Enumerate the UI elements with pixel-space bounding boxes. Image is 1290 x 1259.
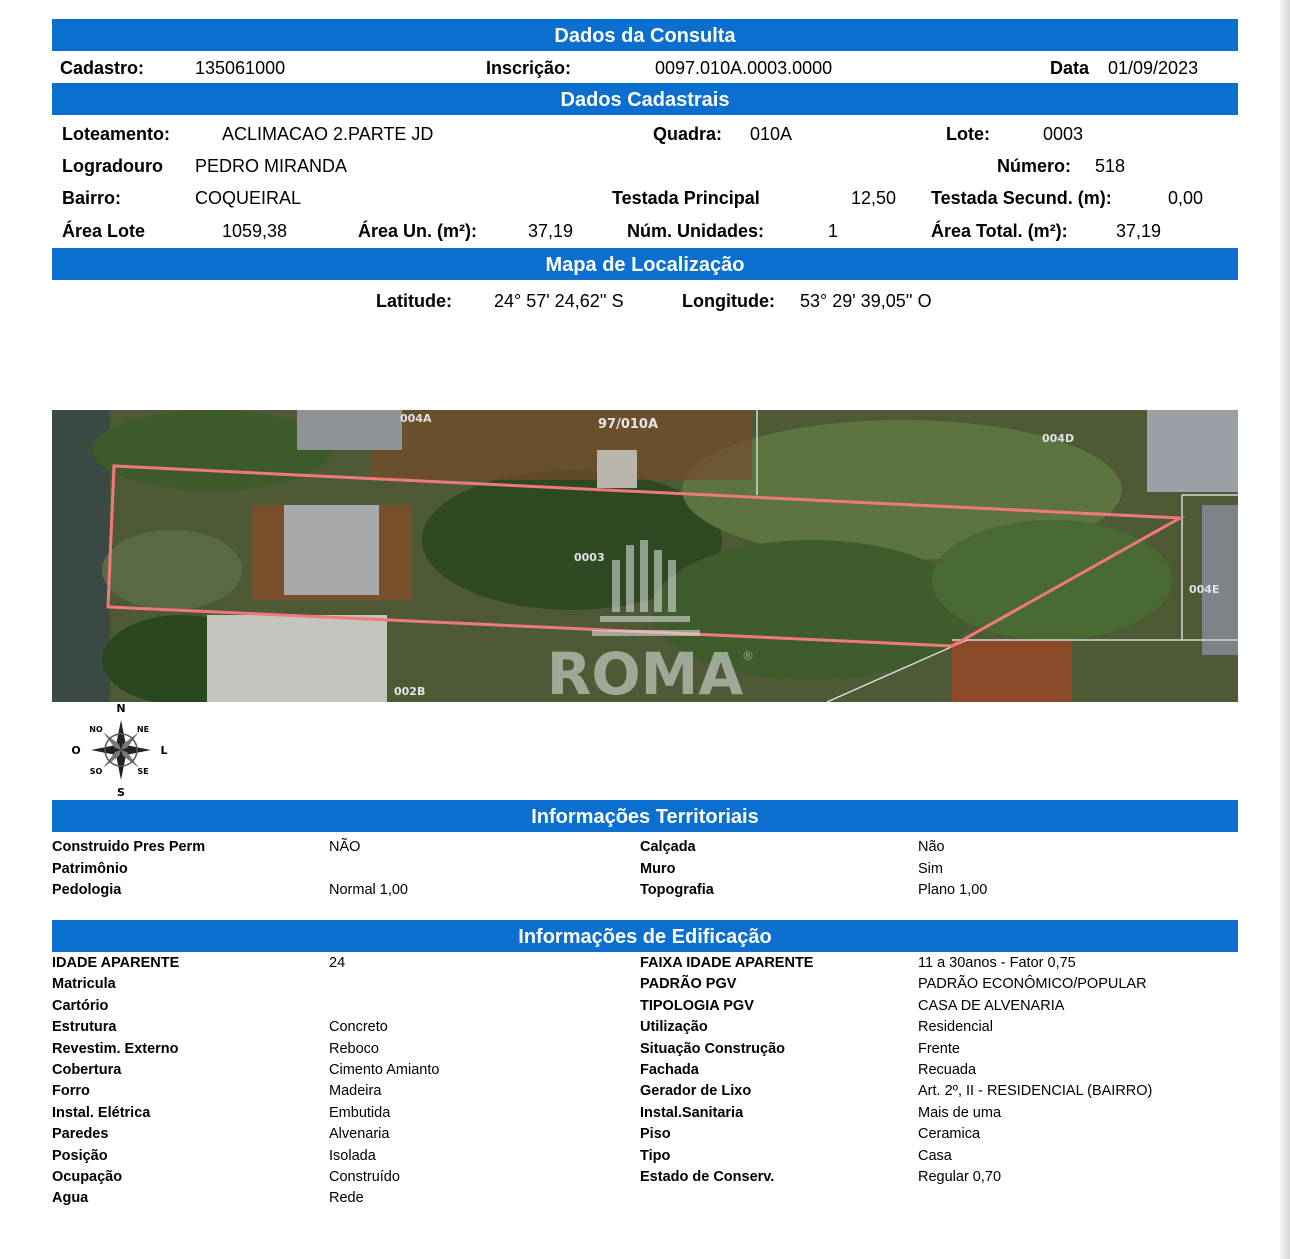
cadastro-value: 135061000 (195, 58, 286, 78)
section-header-mapa: Mapa de Localização (52, 248, 1238, 280)
latitude-value: 24° 57' 24,62'' S (494, 291, 624, 311)
table-row: Posição Isolada Tipo Casa (52, 1147, 952, 1164)
table-row: Revestim. Externo Reboco Situação Construção Frente (52, 1040, 960, 1057)
numero-label: Número: (997, 156, 1072, 176)
area-lote-label: Área Lote (62, 221, 146, 241)
bairro-label: Bairro: (62, 188, 122, 208)
longitude-label: Longitude: (682, 291, 775, 311)
svg-text:SE: SE (137, 767, 149, 776)
area-total-label: Área Total. (m²): (931, 221, 1068, 241)
page-edge (1280, 0, 1290, 1259)
table-row: Forro Madeira Gerador de Lixo Art. 2º, II - RESIDENCIAL (BAIRRO) (52, 1083, 1153, 1100)
aerial-map (52, 410, 1238, 702)
testada-principal-value: 12,50 (851, 188, 897, 208)
data-value: 01/09/2023 (1108, 58, 1199, 78)
table-row: Agua Rede (52, 1190, 364, 1207)
svg-text:L: L (160, 744, 168, 757)
longitude-value: 53° 29' 39,05'' O (800, 291, 932, 311)
table-row: Paredes Alvenaria Piso Ceramica (52, 1126, 981, 1143)
table-row: Cobertura Cimento Amianto Fachada Recuada (52, 1062, 977, 1078)
area-lote-value: 1059,38 (222, 221, 288, 241)
svg-text:O: O (71, 744, 81, 757)
parcel-label-004d: 004D (1042, 432, 1075, 445)
loteamento-label: Loteamento: (62, 124, 170, 144)
numero-value: 518 (1095, 156, 1126, 176)
parcel-label-004a: 004A (400, 412, 432, 425)
table-row: Patrimônio Muro Sim (52, 860, 943, 877)
table-row: Estrutura Concreto Utilização Residencial (52, 1019, 993, 1036)
svg-text:S: S (117, 786, 125, 798)
loteamento-value: ACLIMACAO 2.PARTE JD (222, 124, 434, 144)
table-row: IDADE APARENTE 24 FAIXA IDADE APARENTE 11 a 30anos - Fator 0,75 (52, 955, 1076, 971)
cadastro-label: Cadastro: (60, 58, 145, 78)
bairro-value: COQUEIRAL (195, 188, 302, 208)
quadra-label: Quadra: (653, 124, 723, 144)
num-unidades-value: 1 (828, 221, 839, 241)
svg-text:NO: NO (89, 725, 103, 734)
table-row: Cartório TIPOLOGIA PGV CASA DE ALVENARIA (52, 997, 1065, 1014)
table-row: Construido Pres Perm NÃO Calçada Não (52, 839, 945, 855)
table-row: Matricula PADRÃO PGV PADRÃO ECONÔMICO/POPULAR (52, 976, 1147, 993)
lote-label: Lote: (946, 124, 990, 144)
testada-principal-label: Testada Principal (612, 188, 760, 208)
parcel-label-004e: 004E (1189, 583, 1220, 596)
testada-secund-value: 0,00 (1168, 188, 1204, 208)
logradouro-value: PEDRO MIRANDA (195, 156, 348, 176)
area-un-value: 37,19 (528, 221, 574, 241)
svg-text:ROMA: ROMA (546, 640, 744, 702)
svg-text:SO: SO (89, 767, 103, 776)
svg-text:®: ® (742, 649, 754, 663)
quadra-value: 010A (750, 124, 793, 144)
testada-secund-label: Testada Secund. (m): (931, 188, 1112, 208)
data-label: Data (1050, 58, 1090, 78)
section-header-territoriais: Informações Territoriais (52, 800, 1238, 832)
area-total-value: 37,19 (1116, 221, 1162, 241)
section-header-cadastrais: Dados Cadastrais (52, 83, 1238, 115)
parcel-label-0003: 0003 (574, 551, 605, 564)
table-row: Instal. Elétrica Embutida Instal.Sanitaria Mais de uma (52, 1104, 1002, 1121)
parcel-label-97-010a: 97/010A (598, 417, 659, 432)
latitude-label: Latitude: (376, 291, 452, 311)
table-row: Pedologia Normal 1,00 Topografia Plano 1,00 (52, 882, 988, 898)
inscricao-value: 0097.010A.0003.0000 (655, 58, 833, 78)
table-row: Ocupação Construído Estado de Conserv. Regular 0,70 (52, 1169, 1002, 1185)
svg-text:N: N (116, 702, 126, 715)
area-un-label: Área Un. (m²): (358, 221, 478, 241)
logradouro-label: Logradouro (62, 156, 163, 176)
num-unidades-label: Núm. Unidades: (627, 221, 765, 241)
section-header-edificacao: Informações de Edificação (52, 920, 1238, 952)
compass-rose-icon (66, 702, 176, 798)
svg-text:NE: NE (136, 725, 150, 734)
lote-value: 0003 (1043, 124, 1084, 144)
inscricao-label: Inscrição: (486, 58, 572, 78)
parcel-label-002b: 002B (394, 685, 426, 698)
section-header-consulta: Dados da Consulta (52, 19, 1238, 51)
